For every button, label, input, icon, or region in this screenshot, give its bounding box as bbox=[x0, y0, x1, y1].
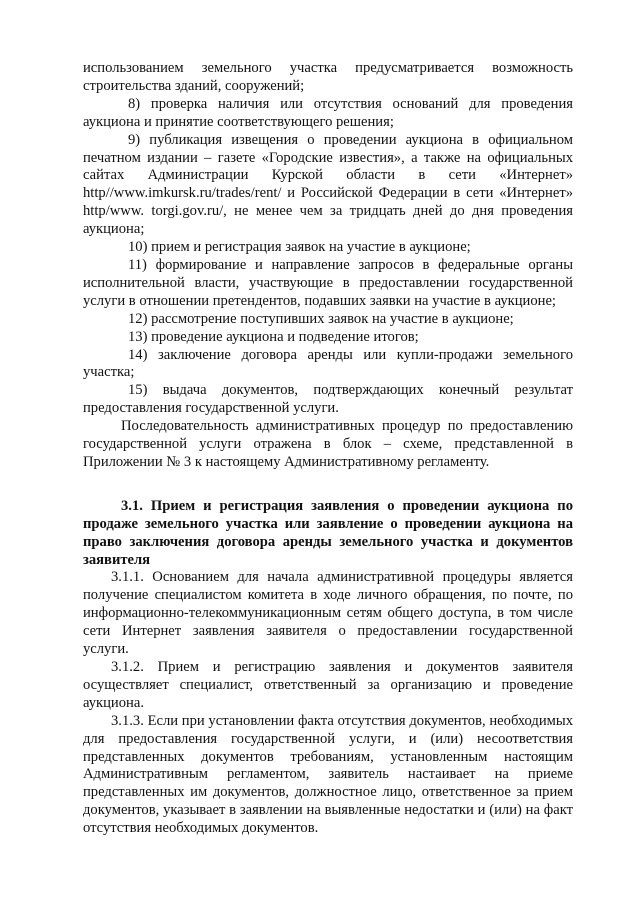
list-item-9: 9) публикация извещения о проведении аукциона в официальном печатном издании – газете «Городские известия», а также на официальных сайтах Администрации Курской области в сети «Интернет» http//www.imkursk.ru/trades/rent/ и Российской Федерации в сети «Интернет» http/www. torgi.gov.ru/, не менее чем за тридцать дней до дня проведения аукциона; bbox=[83, 131, 573, 238]
paragraph-land-use: использованием земельного участка предусматривается возможность строительства зданий, сооружений; bbox=[83, 60, 573, 94]
list-item-10: 10) прием и регистрация заявок на участие в аукционе; bbox=[128, 239, 471, 256]
list-item-14: 14) заключение договора аренды или купли-продажи земельного участка; bbox=[83, 346, 573, 381]
clause-3-1-3: 3.1.3. Если при установлении факта отсутствия документов, необходимых для предоставления государственной услуги, и (или) несоответствия представленных документов требованиям, установленным настоящим Административным регламентом, заявитель настаивает на приеме представленных им документов, должностное лицо, ответственное за прием документов, указывает в заявлении на выявленные недостатки и (или) на факт отсутствия необходимых документов. bbox=[83, 712, 573, 837]
list-item-12: 12) рассмотрение поступивших заявок на участие в аукционе; bbox=[128, 310, 514, 327]
list-item-11: 11) формирование и направление запросов в федеральные органы исполнительной власти, участвующие в предоставлении государственной услуги в отношении претендентов, подавших заявки на участие в аукционе; bbox=[83, 256, 573, 309]
list-item-13: 13) проведение аукциона и подведение итогов; bbox=[128, 328, 419, 345]
clause-3-1-1: 3.1.1. Основанием для начала административной процедуры является получение специалистом комитета в ходе личного обращения, по почте, по информационно-телекоммуникационным сетям общего доступа, в том числе сети Интернет заявления заявителя о предоставлении государственной услуги. bbox=[83, 569, 573, 658]
list-item-15: 15) выдача документов, подтверждающих конечный результат предоставления государственной услуги. bbox=[83, 382, 573, 417]
list-item-8: 8) проверка наличия или отсутствия оснований для проведения аукциона и принятие соответствующего решения; bbox=[83, 95, 573, 130]
paragraph-sequence: Последовательность административных процедур по предоставлению государственной услуги отражена в блок – схеме, представленной в Приложении № 3 к настоящему Административному регламенту. bbox=[83, 418, 573, 470]
section-spacer bbox=[83, 472, 573, 498]
clause-3-1-2: 3.1.2. Прием и регистрацию заявления и документов заявителя осуществляет специалист, ответственный за организацию и проведение аукциона. bbox=[83, 659, 573, 711]
document-page bbox=[83, 60, 573, 838]
section-heading-3-1: 3.1. Прием и регистрация заявления о проведении аукциона по продаже земельного участка или заявление о проведении аукциона на право заключения договора аренды земельного участка и документов заявителя bbox=[83, 497, 573, 568]
